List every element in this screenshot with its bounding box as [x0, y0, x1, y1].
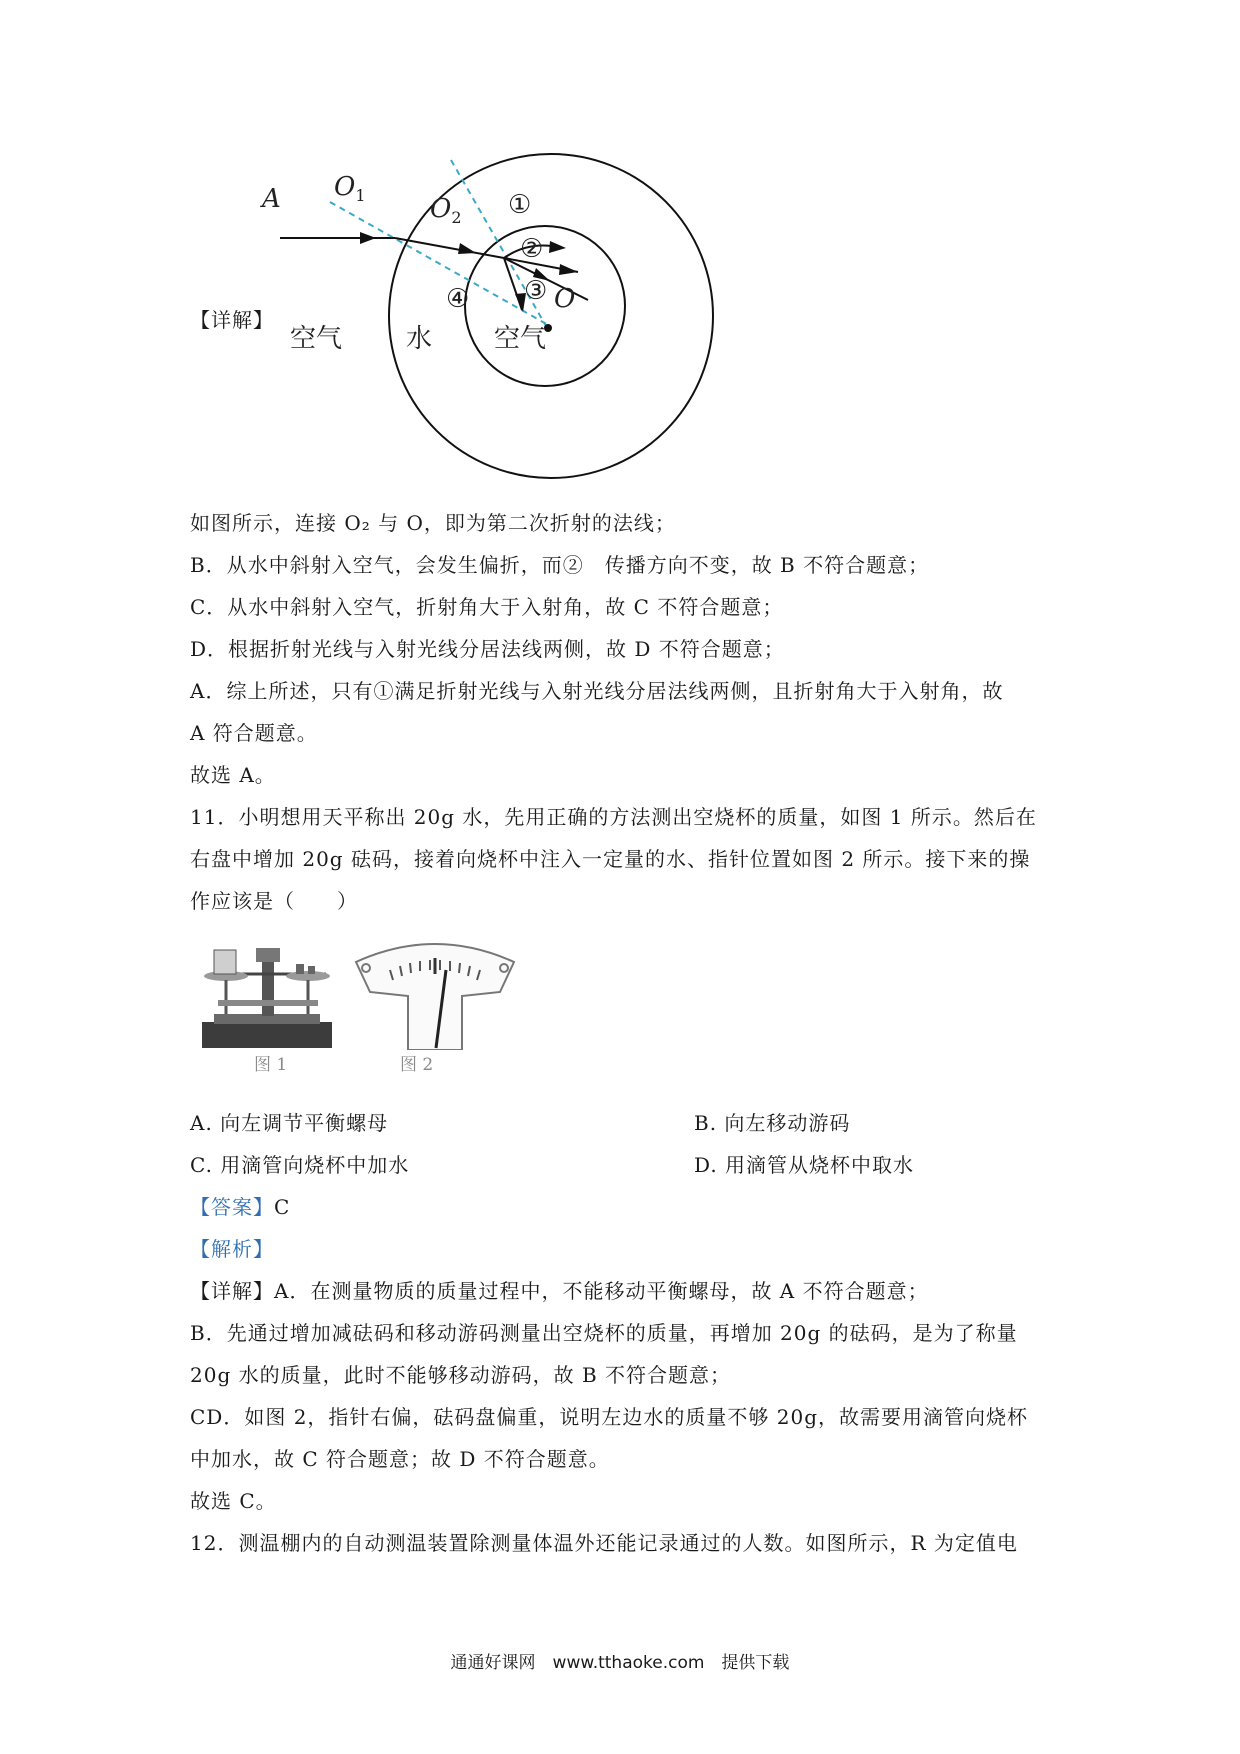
- detail-line-2: B．先通过增加减砝码和移动游码测量出空烧杯的质量，再增加 20g 的砝码，是为了称量: [190, 1321, 1018, 1345]
- o2-sub: 2: [451, 208, 462, 228]
- point-o2-label: [430, 194, 462, 227]
- fig2-caption: 图 2: [400, 1055, 434, 1075]
- option-c: C. 用滴管向烧杯中加水: [190, 1153, 410, 1177]
- point-o1-label: [334, 172, 366, 205]
- q10-line-4: D．根据折射光线与入射光线分居法线两侧，故 D 不符合题意；: [190, 637, 785, 661]
- pointer-dial-icon: [350, 940, 520, 1050]
- balance-figure: [200, 940, 340, 1075]
- detail-first-text: A．在测量物质的质量过程中，不能移动平衡螺母，故 A 不符合题意；: [274, 1279, 929, 1303]
- balance-icon: [200, 940, 340, 1050]
- center-o-label: O: [554, 284, 576, 314]
- q11-stem-line-1: 11．小明想用天平称出 20g 水，先用正确的方法测出空烧杯的质量，如图 1 所示。然后在: [190, 805, 1037, 829]
- point-a-label: A: [262, 184, 281, 214]
- detail-line-4: CD．如图 2，指针右偏，砝码盘偏重，说明左边水的质量不够 20g，故需要用滴管向烧杯: [190, 1405, 1029, 1429]
- refraction-figure: [260, 140, 740, 510]
- detail-line-5: 中加水，故 C 符合题意；故 D 不符合题意。: [190, 1447, 610, 1471]
- region-water-label: 水: [406, 324, 433, 354]
- region-outer-air-label: 空气: [290, 324, 343, 354]
- q12-stem: 12．测温棚内的自动测温装置除测量体温外还能记录通过的人数。如图所示，R 为定值电: [190, 1531, 1018, 1555]
- fig1-caption: 图 1: [254, 1055, 288, 1075]
- ray-3-label: ③: [524, 276, 548, 306]
- answer-value: C: [274, 1195, 291, 1219]
- ray-2-label: ②: [520, 234, 544, 264]
- detail-line-6: 故选 C。: [190, 1489, 277, 1513]
- q11-stem-line-2: 右盘中增加 20g 砝码，接着向烧杯中注入一定量的水、指针位置如图 2 所示。接下来的操: [190, 847, 1031, 871]
- answer-line: [190, 1192, 290, 1222]
- q10-line-5: A．综上所述，只有①满足折射光线与入射光线分居法线两侧，且折射角大于入射角，故: [190, 679, 1004, 703]
- analysis-line: [190, 1234, 274, 1264]
- ray-4-label: ④: [446, 284, 470, 314]
- detail-line-1: [190, 1276, 929, 1306]
- ray-1-label: ①: [508, 190, 532, 220]
- detail-label-q11: 【详解】: [190, 1279, 274, 1303]
- q10-line-3: C．从水中斜射入空气，折射角大于入射角，故 C 不符合题意；: [190, 595, 784, 619]
- answer-label: 【答案】: [190, 1195, 274, 1219]
- q10-line-2: B．从水中斜射入空气，会发生偏折，而② 传播方向不变，故 B 不符合题意；: [190, 553, 930, 577]
- option-a: A. 向左调节平衡螺母: [190, 1111, 389, 1135]
- region-inner-air-label: 空气: [494, 324, 547, 354]
- o1-sub: 1: [355, 186, 366, 206]
- o2-letter: O: [430, 194, 452, 224]
- q10-line-1: 如图所示，连接 O₂ 与 O，即为第二次折射的法线；: [190, 511, 676, 535]
- option-d: D. 用滴管从烧杯中取水: [694, 1153, 915, 1177]
- page-footer: 通通好课网 www.tthaoke.com 提供下载: [450, 1653, 790, 1673]
- q10-line-6: A 符合题意。: [190, 721, 318, 745]
- q11-stem-line-3: 作应该是（ ）: [190, 889, 358, 913]
- option-b: B. 向左移动游码: [694, 1111, 851, 1135]
- o1-letter: O: [334, 172, 356, 202]
- analysis-label: 【解析】: [190, 1237, 274, 1261]
- detail-line-3: 20g 水的质量，此时不能够移动游码，故 B 不符合题意；: [190, 1363, 732, 1387]
- q10-line-7: 故选 A。: [190, 763, 276, 787]
- pointer-figure: [350, 940, 520, 1075]
- detail-label-q10: 【详解】: [190, 308, 274, 332]
